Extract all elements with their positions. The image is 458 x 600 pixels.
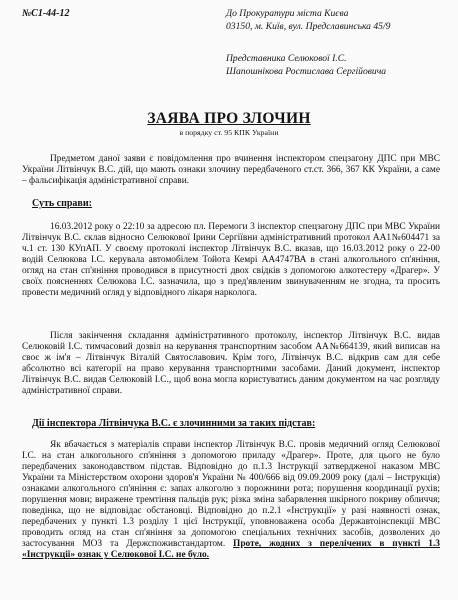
section-heading-grounds: Дії інспектора Літвінчука В.С. є злочинними за таких підстав: [32, 418, 316, 429]
recipient-line-1: До Прокуратури міста Києва [226, 8, 349, 19]
document-subtitle: в порядку ст. 95 КПК України [179, 128, 279, 137]
facts-paragraph-2: Після закінчення складання адміністративного протоколу, інспектор Літвінчук В.С. видав Селюковій І.С. тимчасовий дозвіл на керування транспортним засобом АА№664139, який виписав на своє ж ім'я – Літвінчук Віталій Святославович. Крім того, Літвінчук В.С. відкрив сам для себе абсолютно всі категорії на право керування транспортними засобами. Даний документ, інспектор Літвінчук В.С. видав Селюковій І.С., щоб вона могла користуватись даним документом на час розгляду адміністративної справи. [22, 331, 440, 397]
document-title: ЗАЯВА ПРО ЗЛОЧИН [147, 110, 311, 127]
recipient-line-2: 03150, м. Київ, вул. Предславинська 45/9 [226, 21, 391, 32]
sender-line-1: Представника Селюкової І.С. [226, 53, 347, 64]
grounds-text: Як вбачається з матеріалів справи інспектор Літвінчук В.С. провів медичний огляд Селюкової І.С. на стан алкогольного сп'яніння з допомогою приладу «Драгер». Проте, для цього не було передбачених законодавством підстав. Відповідно до п.1.3 Інструкції затвердженої наказом МВС України та Міністерством охорони здоров'я України № 400/666 від 09.09.2009 року (далі – Інструкція) ознаками алкогольного сп'яніння є: запах алкоголю з порожнини рота; порушення координації рухів; порушення мови; виражене тремтіння пальців рук; різка зміна забарвлення шкірного покриву обличчя; поведінка, що не відповідає обстановці. Відповідно до п.2.1 «Інструкції» у разі наявності ознак, передбачених у пункті 1.3 розділу 1 цієї Інструкції, уповноважена особа Державтоінспекції МВС проводить огляд на стан сп'яніння за допомогою спеціальних технічних засобів, дозволених до застосування МОЗ та Держспоживстандартом. [22, 440, 440, 550]
sender-line-2: Шапошнікова Ростислава Сергійовича [226, 66, 387, 77]
intro-paragraph: Предметом даної заяви є повідомлення про вчинення інспектором спецзагону ДПС при МВС України Літвінчук В.С. дій, що мають ознаки злочину передбаченого ст.ст. 366, 367 КК України, а саме – фальсифікація адміністративної справи. [22, 154, 440, 187]
grounds-emphasis: Проте, жодних з перелічених в пункті 1.3 «Інструкції» ознак у Селюкової І.С. не було. [22, 539, 440, 561]
facts-paragraph-1: 16.03.2012 року о 22:10 за адресою пл. Перемоги 3 інспектор спецзагону ДПС при МВС України Літвінчук В.С. склав відносно Селюкової Ірини Сергіївни адміністративний протокол АА1№604471 за ч.1 ст. 130 КУпАП. У своєму протоколі інспектор Літвінчук В.С. вказав, що 16.03.2012 року о 22-00 водій Селюкова І.С. керувала автомобілем Тойота Кемрі АА4747ВА в стані алкогольного сп'яніння, огляд на стан сп'яніння проводився в присутності двох свідків з допомогою алкотестеру «Драгер». У своїх поясненнях Селюкова І.С. зазначила, що з пред'явленим звинуваченням не згодна, та просить провести медичний огляд у відповідного лікаря нарколога. [22, 222, 440, 299]
document-number: №С1-44-12 [22, 8, 70, 19]
grounds-paragraph [22, 440, 440, 562]
section-heading-facts: Суть справи: [32, 198, 92, 209]
